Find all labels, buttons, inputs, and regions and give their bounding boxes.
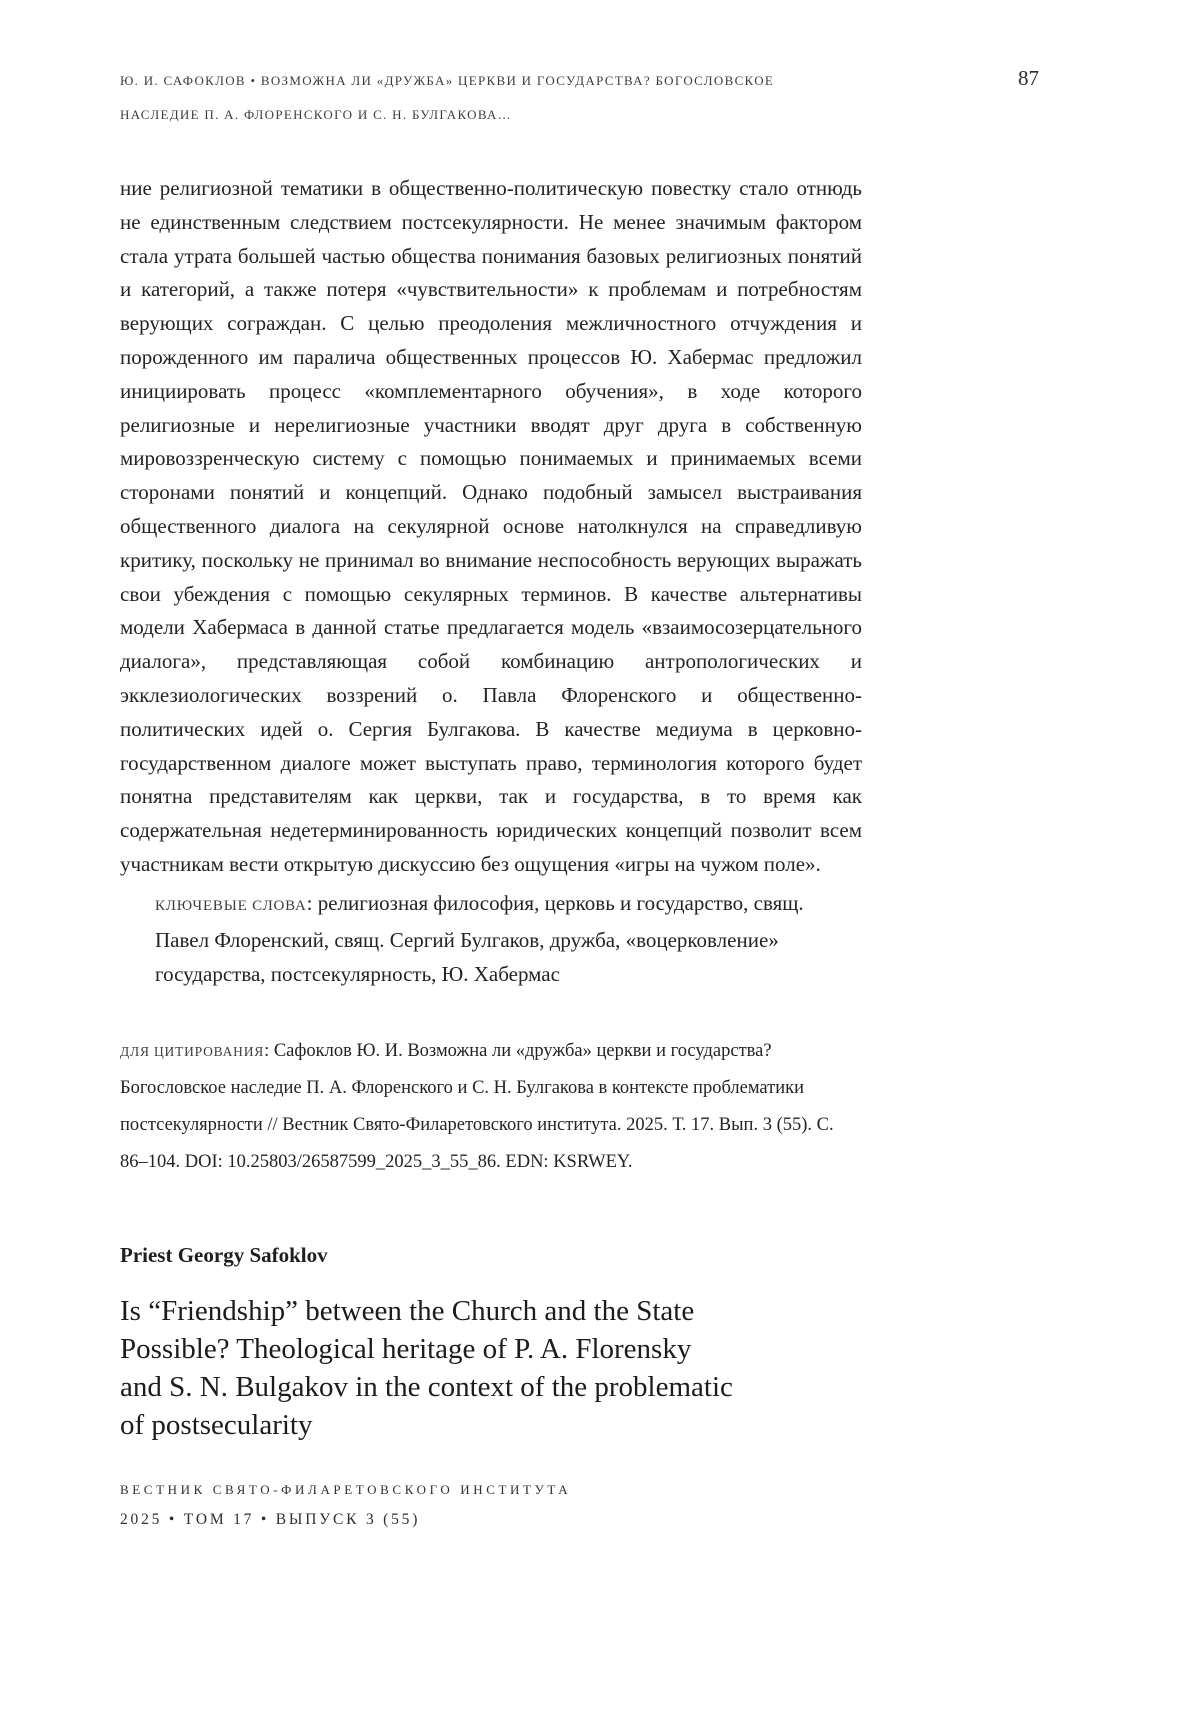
journal-footer-issue: 2025 • ТОМ 17 • ВЫПУСК 3 (55) [120, 1511, 421, 1528]
article-title-line3: and S. N. Bulgakov in the context of the problematic [120, 1370, 733, 1403]
citation-text: : Сафоклов Ю. И. Возможна ли «дружба» церкви и государства? Богословское наследие П. А. Флоренского и С. Н. Булгакова в контексте проблематики постсекулярности // Вестник Свято-Филаретовского института. 2025. Т. 17. Вып. 3 (55). С. 86–104. DOI: 10.25803/26587599_2025_3_55_86. EDN: KSRWEY. [120, 1040, 834, 1172]
article-title-line2: Possible? Theological heritage of P. A. Florensky [120, 1332, 692, 1365]
article-title-line1: Is “Friendship” between the Church and the State [120, 1294, 695, 1327]
author-name-en: Priest Georgy Safoklov [120, 1242, 328, 1267]
running-header [120, 64, 900, 132]
keywords-text: : религиозная философия, церковь и государство, свящ. Павел Флоренский, свящ. Сергий Булгаков, дружба, «воцерковление» государства, постсекулярность, Ю. Хабермас [155, 890, 804, 986]
keywords-label: КЛЮЧЕВЫЕ СЛОВА [155, 897, 307, 914]
citation-label: ДЛЯ ЦИТИРОВАНИЯ [120, 1043, 265, 1059]
running-header-line2: НАСЛЕДИЕ П. А. ФЛОРЕНСКОГО И С. Н. БУЛГАКОВА… [120, 107, 512, 122]
article-title-line4: of postsecularity [120, 1408, 313, 1441]
running-header-line1: Ю. И. САФОКЛОВ • ВОЗМОЖНА ЛИ «ДРУЖБА» ЦЕРКВИ И ГОСУДАРСТВА? БОГОСЛОВСКОЕ [120, 73, 775, 88]
page-number: 87 [1018, 66, 1039, 90]
journal-footer-title: ВЕСТНИК СВЯТО-ФИЛАРЕТОВСКОГО ИНСТИТУТА [120, 1482, 572, 1497]
article-title-en [120, 1292, 1080, 1444]
keywords-block [155, 886, 835, 991]
abstract-text: ние религиозной тематики в общественно-политическую повестку стало отнюдь не единственным следствием постсекулярности. Не менее значимым фактором стала утрата большей частью общества понимания базовых религиозных понятий и категорий, а также потеря «чувствительности» к проблемам и потребностям верующих сограждан. С целью преодоления межличностного отчуждения и порожденного им паралича общественных процессов Ю. Хабермас предложил инициировать процесс «комплементарного обучения», в ходе которого религиозные и нерелигиозные участники вводят друг друга в собственную мировоззренческую систему с помощью понимаемых и принимаемых всеми сторонами понятий и концепций. Однако подобный замысел выстраивания общественного диалога на секулярной основе натолкнулся на справедливую критику, поскольку не принимал во внимание неспособность верующих выражать свои убеждения с помощью секулярных терминов. В качестве альтернативы модели Хабермаса в данной статье предлагается модель «взаимосозерцательного диалога», представляющая собой комбинацию антропологических и экклезиологических воззрений о. Павла Флоренского и общественно-политических идей о. Сергия Булгакова. В качестве медиума в церковно-государственном диалоге может выступать право, терминология которого будет понятна представителям как церкви, так и государства, в то время как содержательная недетерминированность юридических концепций позволит всем участникам вести открытую дискуссию без ощущения «игры на чужом поле». [120, 176, 862, 876]
citation-block [120, 1033, 865, 1181]
journal-footer [120, 1482, 571, 1529]
